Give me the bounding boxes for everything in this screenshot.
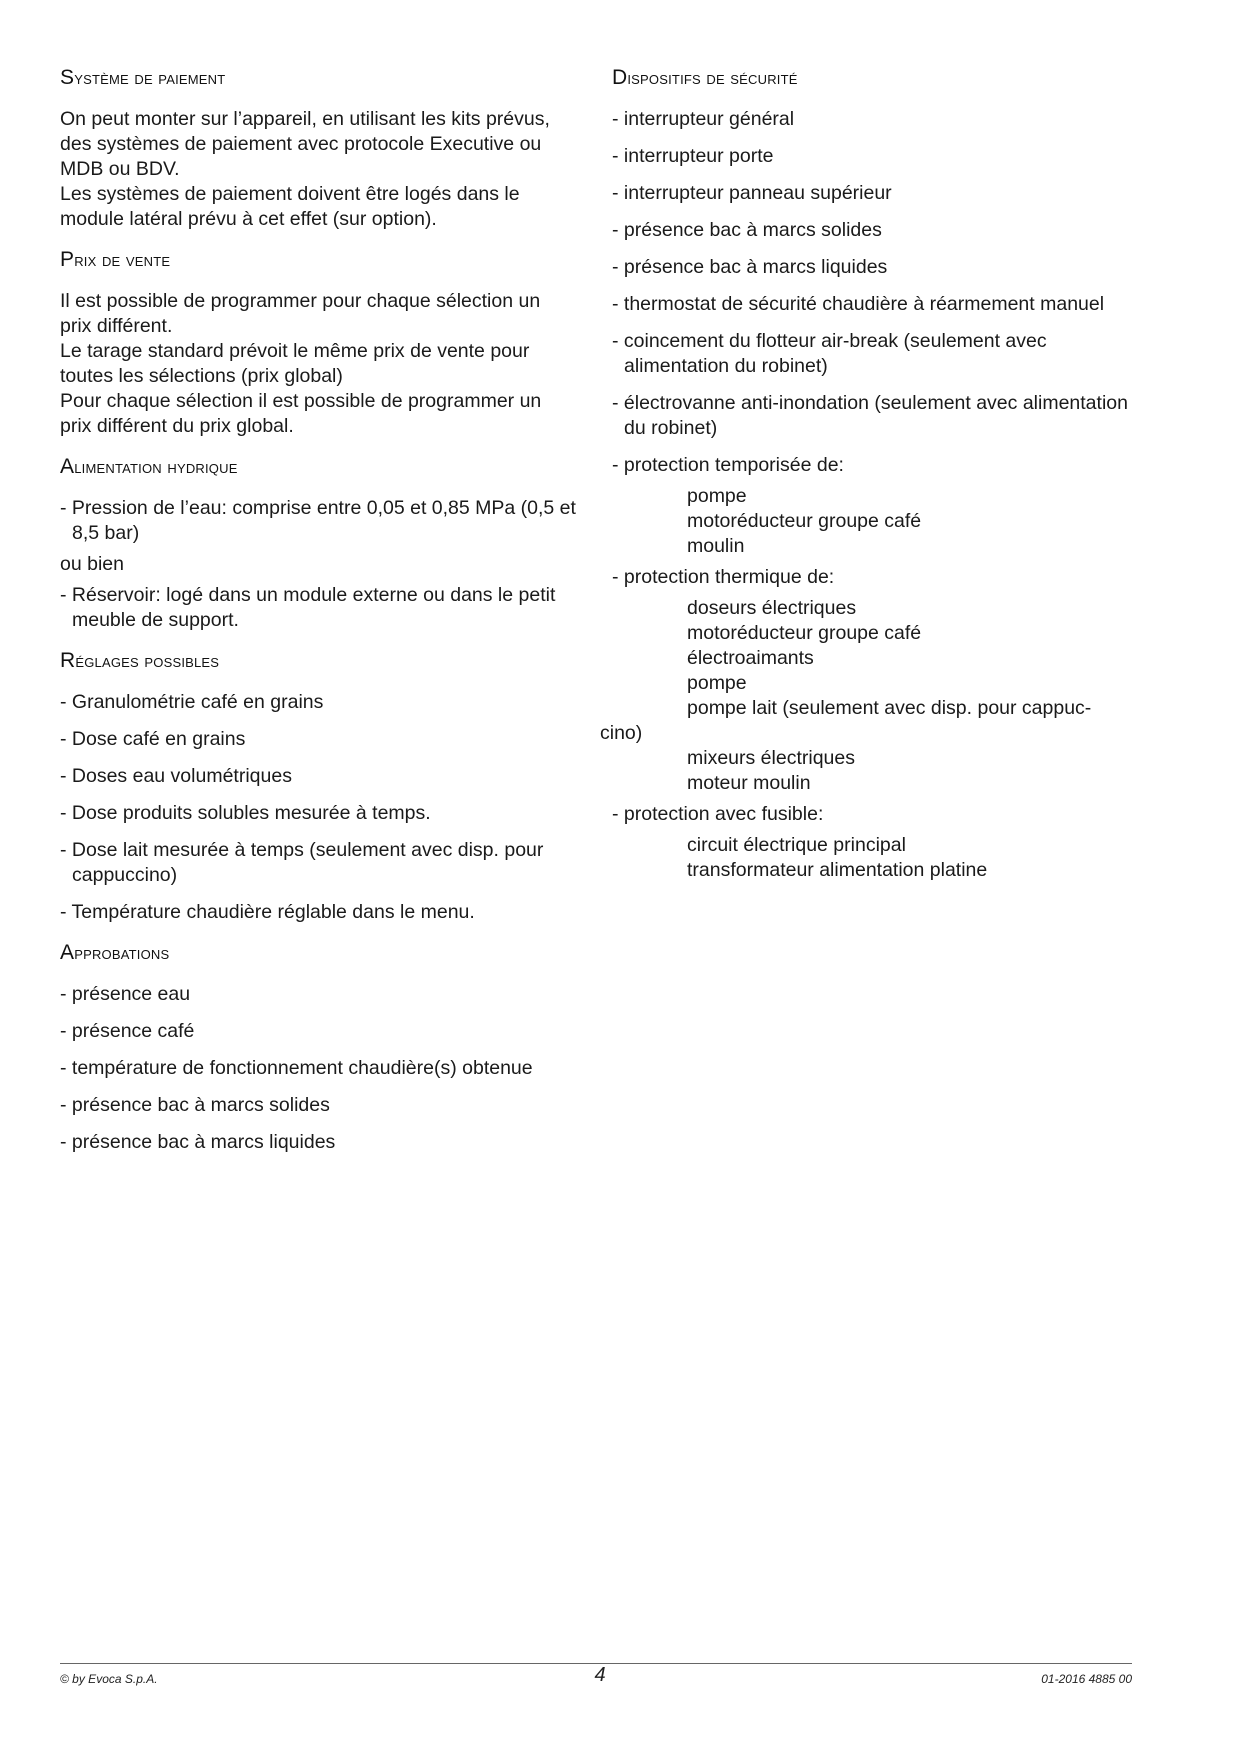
sub-item: mixeurs électriques xyxy=(687,747,855,769)
list-item: - Dose lait mesurée à temps (seulement avec disp. pour cappuccino) xyxy=(60,839,544,886)
heading-water-supply: Alimentation hydrique xyxy=(60,455,238,478)
list-item: - Dose café en grains xyxy=(60,728,246,750)
list-item: - interrupteur général xyxy=(612,108,795,130)
right-column xyxy=(600,66,1132,889)
footer-copyright: © by Evoca S.p.A. xyxy=(60,1672,158,1686)
list-item: - Réservoir: logé dans un module externe ou dans le petit meuble de support. xyxy=(60,584,556,631)
list-item: - Granulométrie café en grains xyxy=(60,691,324,713)
sub-item: pompe lait (seulement avec disp. pour cappuc- xyxy=(687,697,1092,719)
list-item: - présence bac à marcs liquides xyxy=(60,1131,336,1153)
heading-safety-devices: Dispositifs de sécurité xyxy=(612,66,798,89)
heading-approvals: Approbations xyxy=(60,941,170,964)
price-line: toutes les sélections (prix global) xyxy=(60,365,343,387)
price-line: prix différent du prix global. xyxy=(60,415,294,437)
section-approvals xyxy=(60,941,580,1155)
footer-doc-code: 01-2016 4885 00 xyxy=(1041,1672,1132,1686)
fuse-protection-label: - protection avec fusible: xyxy=(612,803,824,825)
fuse-protection-list xyxy=(612,833,1132,883)
section-water-supply xyxy=(60,455,580,633)
sub-item: moteur moulin xyxy=(687,772,811,794)
price-line: Le tarage standard prévoit le même prix de vente pour xyxy=(60,340,530,362)
sub-item: motoréducteur groupe café xyxy=(687,622,922,644)
heading-price: Prix de vente xyxy=(60,248,171,271)
list-item: - coincement du flotteur air-break (seulement avec alimentation du robinet) xyxy=(612,330,1047,377)
sub-item: électroaimants xyxy=(687,647,814,669)
price-line: prix différent. xyxy=(60,315,173,337)
section-price xyxy=(60,248,580,439)
price-line: Il est possible de programmer pour chaque sélection un xyxy=(60,290,541,312)
sub-item: pompe xyxy=(687,672,747,694)
list-item: - Dose produits solubles mesurée à temps. xyxy=(60,802,431,824)
or-text: ou bien xyxy=(60,553,124,575)
list-item: - température de fonctionnement chaudière(s) obtenue xyxy=(60,1057,533,1079)
thermal-protection-label: - protection thermique de: xyxy=(612,566,835,588)
list-item: - présence bac à marcs liquides xyxy=(612,256,888,278)
payment-line: module latéral prévu à cet effet (sur option). xyxy=(60,208,437,230)
heading-settings: Réglages possibles xyxy=(60,649,220,672)
list-item: - présence eau xyxy=(60,983,191,1005)
timed-protection-label: - protection temporisée de: xyxy=(612,454,844,476)
sub-item: pompe xyxy=(687,485,747,507)
payment-line: MDB ou BDV. xyxy=(60,158,180,180)
left-column xyxy=(60,66,580,1171)
list-item: - interrupteur porte xyxy=(612,145,774,167)
price-line: Pour chaque sélection il est possible de programmer un xyxy=(60,390,542,412)
payment-line: On peut monter sur l’appareil, en utilisant les kits prévus, xyxy=(60,108,550,130)
list-item: - Pression de l’eau: comprise entre 0,05 et 0,85 MPa (0,5 et 8,5 bar) xyxy=(60,497,576,544)
thermal-protection-list xyxy=(600,596,1132,796)
list-item: - Température chaudière réglable dans le menu. xyxy=(60,901,475,923)
heading-payment: Système de paiement xyxy=(60,66,226,89)
list-item: - électrovanne anti-inondation (seulement avec alimentation du robinet) xyxy=(612,392,1128,439)
sub-item: circuit électrique principal xyxy=(687,834,906,856)
section-settings xyxy=(60,649,580,925)
payment-line: Les systèmes de paiement doivent être logés dans le xyxy=(60,183,520,205)
sub-item: motoréducteur groupe café xyxy=(687,510,922,532)
list-item: - Doses eau volumétriques xyxy=(60,765,292,787)
list-item: - présence bac à marcs solides xyxy=(60,1094,330,1116)
list-item: - thermostat de sécurité chaudière à réarmement manuel xyxy=(612,293,1105,315)
sub-item: doseurs électriques xyxy=(687,597,857,619)
timed-protection-list xyxy=(612,484,1132,559)
list-item: - présence bac à marcs solides xyxy=(612,219,882,241)
page-number: 4 xyxy=(594,1664,606,1686)
sub-item: transformateur alimentation platine xyxy=(687,859,988,881)
list-item: - présence café xyxy=(60,1020,195,1042)
sub-item-continuation: cino) xyxy=(600,722,643,744)
list-item: - interrupteur panneau supérieur xyxy=(612,182,892,204)
sub-item: moulin xyxy=(687,535,745,557)
section-payment xyxy=(60,66,580,232)
payment-line: des systèmes de paiement avec protocole Executive ou xyxy=(60,133,542,155)
